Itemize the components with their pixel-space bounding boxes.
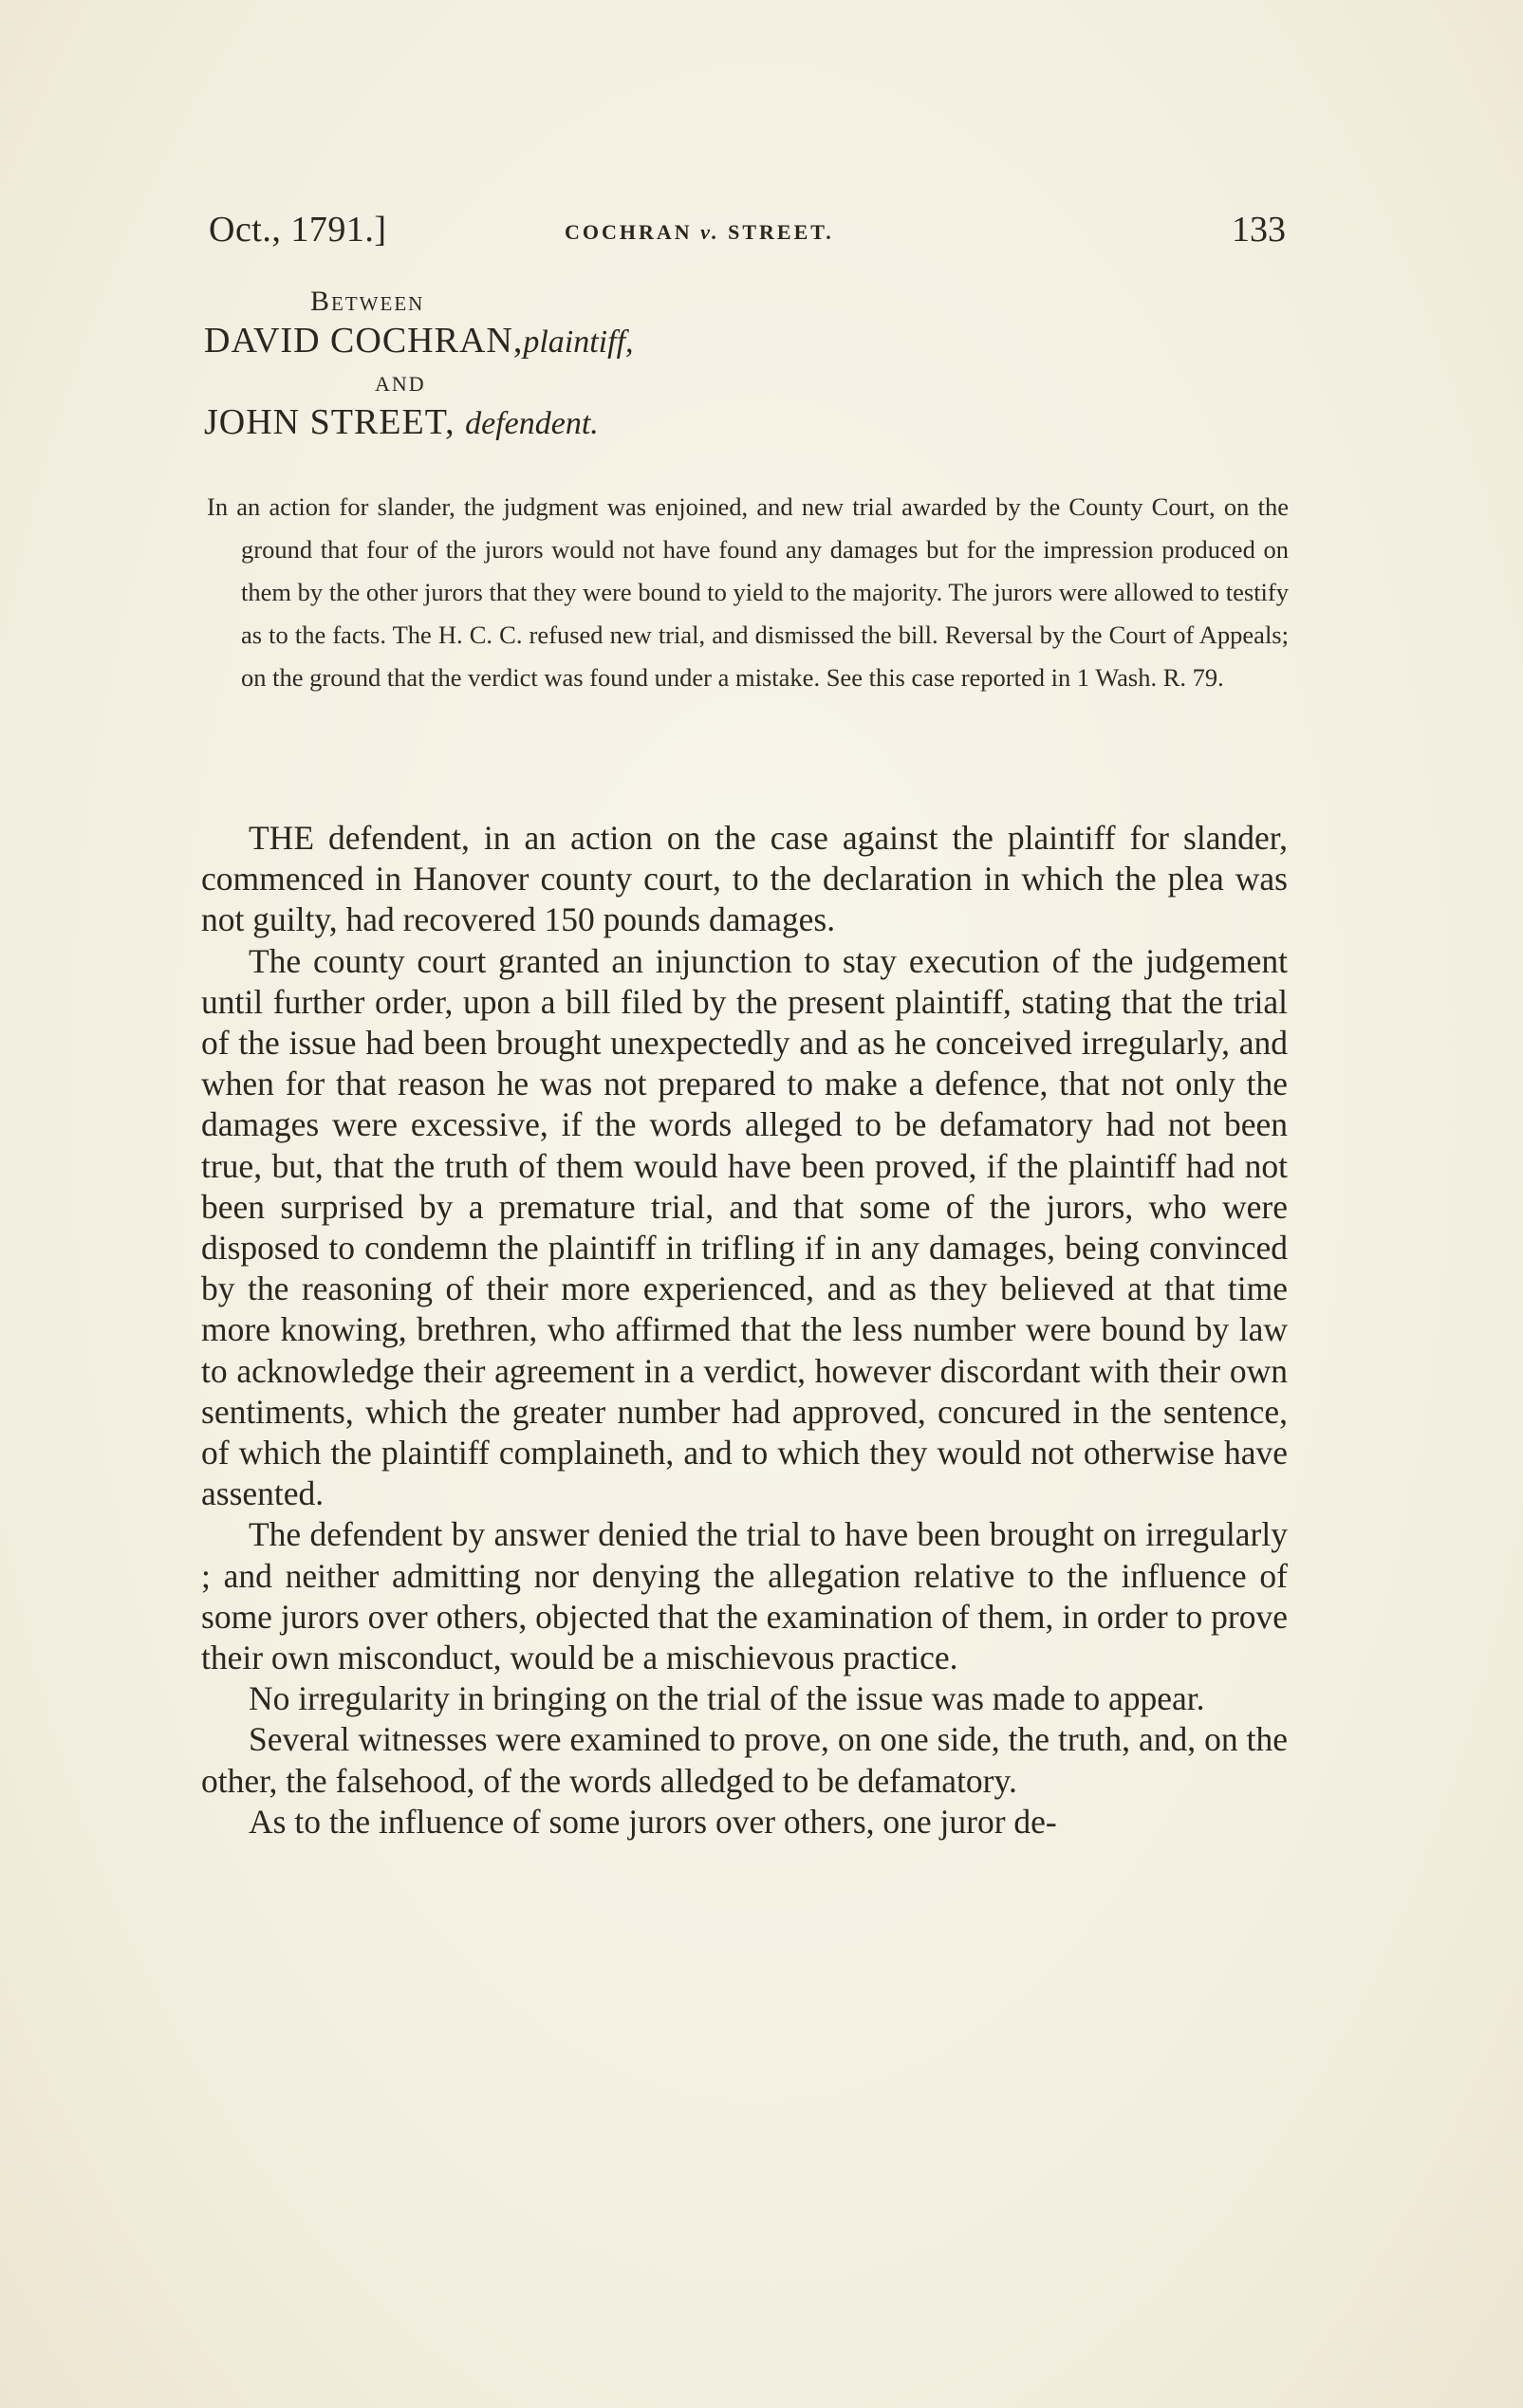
- plaintiff-name: DAVID COCHRAN,: [204, 321, 524, 361]
- body-paragraph-1: THE defendent, in an action on the case against the plaintiff for slander, commenced in Hanover county court, to the declaration in which the plea was not guilty, had recovered 150 pounds damages.: [201, 819, 1288, 939]
- running-head: [209, 199, 1286, 256]
- body-paragraph-4: No irregularity in bringing on the trial of the issue was made to appear.: [249, 1679, 1205, 1718]
- body-paragraph-3: The defendent by answer denied the trial to have been brought on irregularly ; and neither admitting nor denying the allegation relative to the influence of some jurors over others, objected that the examination of them, in order to prove their own misconduct, would be a mischievous practice.: [201, 1515, 1288, 1677]
- and-label: AND: [375, 372, 426, 396]
- case-parties: [204, 285, 1058, 446]
- body-paragraph-5: Several witnesses were examined to prove, on one side, the truth, and, on the other, the falsehood, of the words alledged to be defamatory.: [201, 1720, 1288, 1800]
- case-title-versus: v.: [700, 220, 720, 244]
- defendant-role: defendent.: [465, 406, 599, 441]
- case-title-defendant: STREET.: [728, 220, 834, 244]
- body-paragraph-2: The county court granted an injunction to stay execution of the judgement until further order, upon a bill filed by the present plaintiff, stating that the trial of the issue had been brought unexpectedly and as he conceived irregularly, and when for that reason he was not prepared to make a defence, that not only the damages were excessive, if the words alleged to be defamatory had not been true, but, that the truth of them would have been proved, if the plaintiff had not been surprised by a premature trial, and that some of the jurors, who were disposed to condemn the plaintiff in trifling if in any damages, being convinced by the reasoning of their more experienced, and as they believed at that time more knowing, brethren, who affirmed that the less number were bound by law to acknowledge their agreement in a verdict, however discordant with their own sentiments, which the greater number had approved, concured in the sentence, of which the plaintiff complaineth, and to which they would not otherwise have assented.: [201, 941, 1288, 1513]
- case-title-plaintiff: COCHRAN: [565, 220, 693, 244]
- page-number: 133: [1232, 210, 1286, 250]
- plaintiff-line: [204, 319, 1058, 364]
- defendant-line: [204, 400, 1058, 446]
- running-head-case-title: [565, 220, 834, 245]
- running-head-date: Oct., 1791.]: [209, 210, 387, 250]
- between-label: Between: [310, 286, 425, 317]
- body-paragraph-6: As to the influence of some jurors over others, one juror de-: [249, 1802, 1057, 1841]
- plaintiff-role: plaintiff,: [523, 324, 634, 360]
- opinion-body: [201, 818, 1288, 1843]
- defendant-name: JOHN STREET,: [204, 402, 455, 442]
- syllabus-text: In an action for slander, the judgment was enjoined, and new trial awarded by the County Court, on the ground that four of the jurors would not have found any damages but for the impression produced on them by the other jurors that they were bound to yield to the majority. The jurors were allowed to testify as to the facts. The H. C. C. refused new trial, and dismissed the bill. Reversal by the Court of Appeals; on the ground that the verdict was found under a mistake. See this case reported in 1 Wash. R. 79.: [207, 492, 1289, 692]
- syllabus-headnote: [207, 486, 1289, 699]
